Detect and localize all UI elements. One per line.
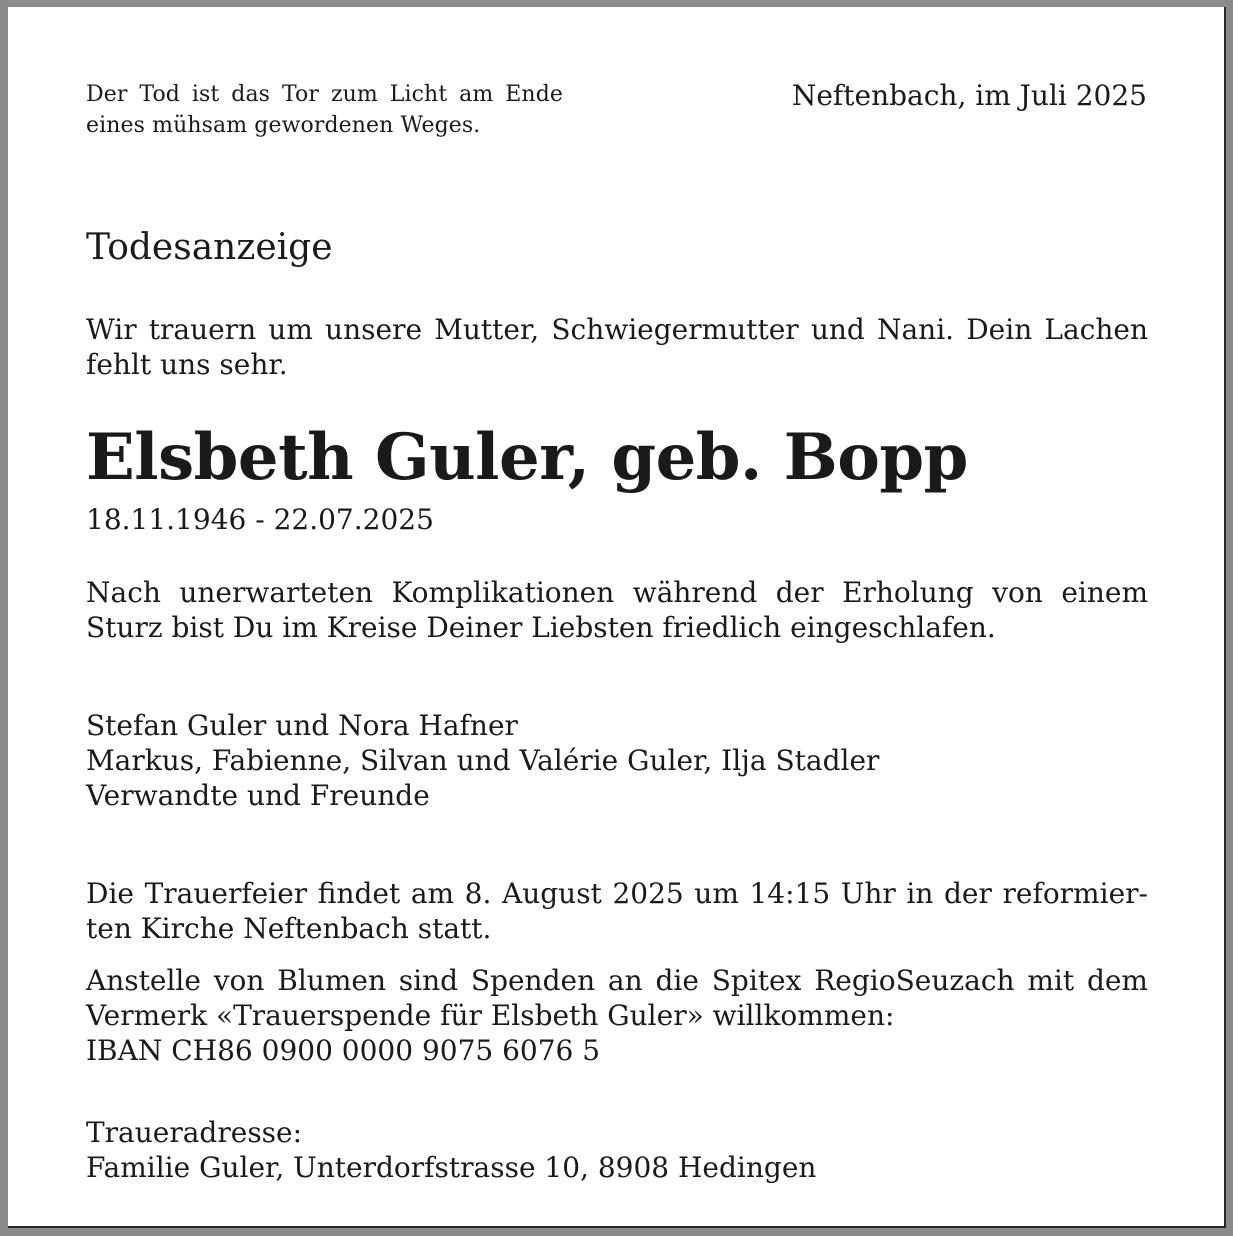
mourners-list <box>86 708 1148 813</box>
ceremony-info: Die Trauerfeier findet am 8. August 2025 um 14:15 Uhr in der reformierten Kirche Neftenbach statt. <box>86 877 1148 945</box>
main-text: Nach unerwarteten Komplikationen während der Erholung von einem Sturz bist Du im Kreise Deiner Liebsten friedlich eingeschlafen. <box>86 576 1148 644</box>
place-date: Neftenbach, im Juli 2025 <box>791 79 1147 112</box>
frame-shadow-bottom <box>8 1226 1226 1228</box>
address-line: Familie Guler, Unterdorfstrasse 10, 8908 Hedingen <box>86 1151 817 1184</box>
mourner-line: Markus, Fabienne, Silvan und Valérie Guler, Ilja Stadler <box>86 744 880 777</box>
address-label: Traueradresse: <box>86 1116 303 1149</box>
life-dates: 18.11.1946 - 22.07.2025 <box>86 503 434 536</box>
intro-text: Wir trauern um unsere Mutter, Schwiegermutter und Nani. Dein Lachen fehlt uns sehr. <box>86 313 1148 381</box>
frame-shadow-right <box>1224 7 1226 1228</box>
heading: Todesanzeige <box>86 227 333 268</box>
mourner-line: Verwandte und Freunde <box>86 779 430 812</box>
mourning-address <box>86 1115 1148 1185</box>
deceased-name: Elsbeth Guler, geb. Bopp <box>86 420 968 495</box>
iban: IBAN CH86 0900 0000 9075 6076 5 <box>86 1034 601 1067</box>
donations-info <box>86 963 1148 1068</box>
donations-text: Anstelle von Blumen sind Spenden an die Spitex RegioSeuzach mit dem Vermerk «Trauerspende für Elsbeth Guler» willkommen: <box>86 964 1148 1032</box>
mourner-line: Stefan Guler und Nora Hafner <box>86 709 518 742</box>
motto: Der Tod ist das Tor zum Licht am Ende eines mühsam gewordenen Weges. <box>86 82 563 138</box>
